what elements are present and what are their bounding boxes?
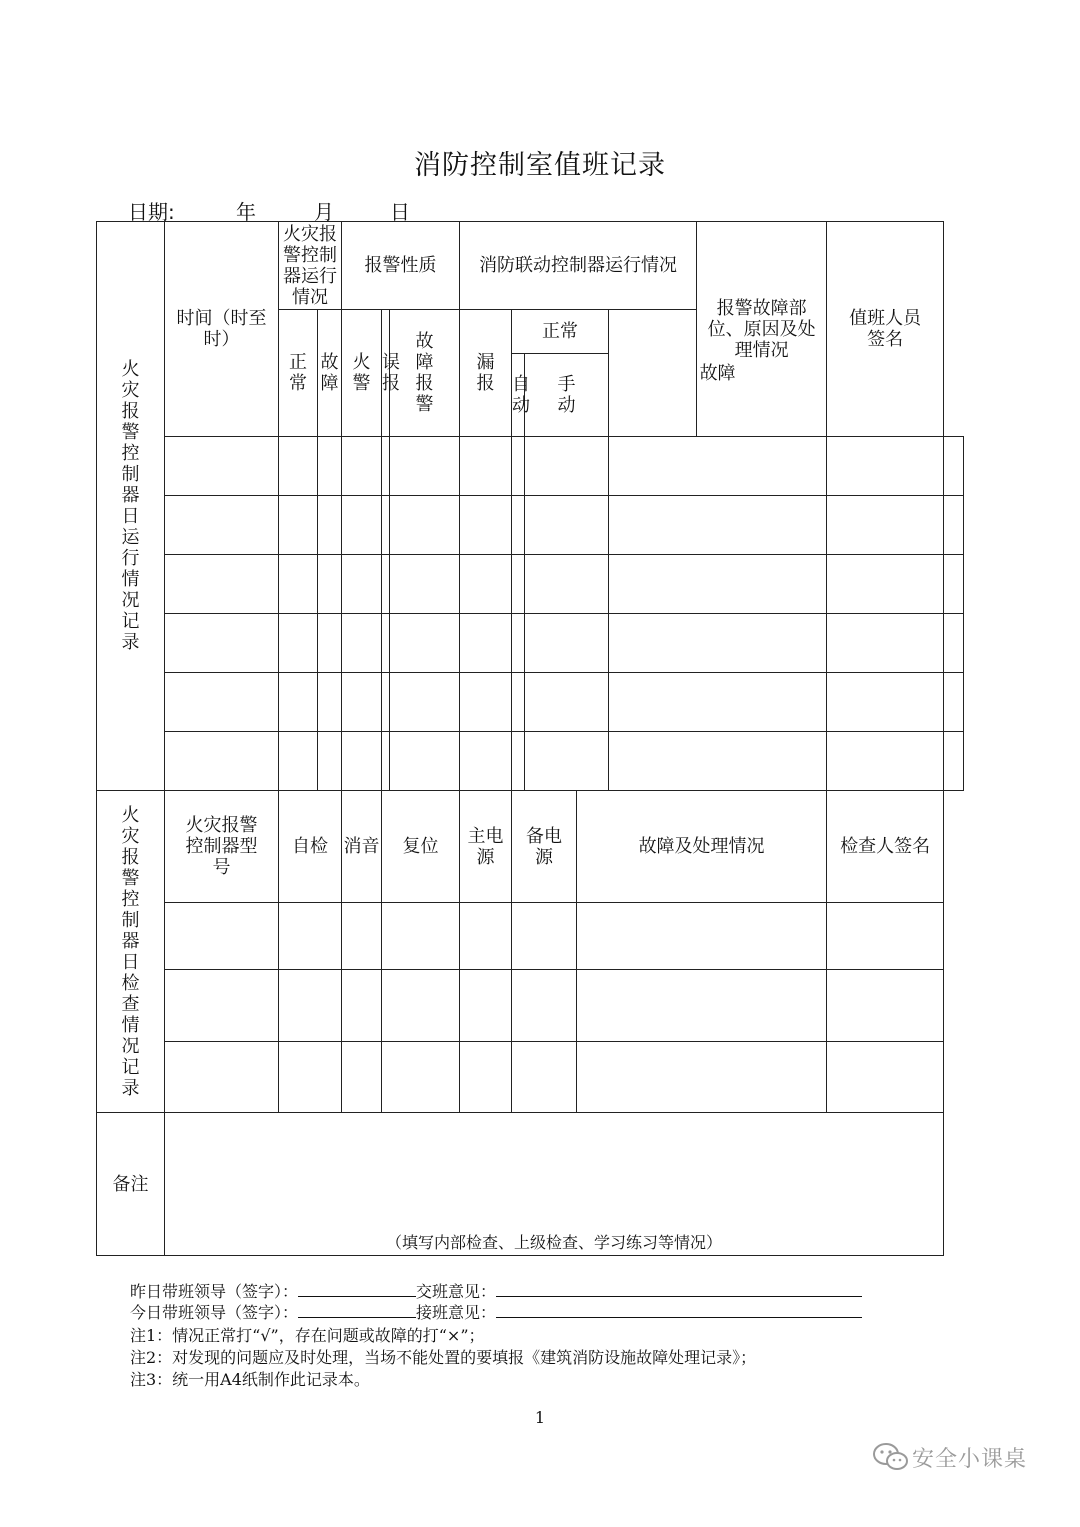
table-row <box>97 614 964 673</box>
takeover-opinion-label: 接班意见： <box>416 1303 497 1322</box>
status-normal: 正常 <box>279 310 318 437</box>
remarks-field[interactable] <box>165 1113 944 1256</box>
status-fault: 故障 <box>318 310 342 437</box>
colon-1: ： <box>282 1282 299 1301</box>
table-row <box>97 903 964 970</box>
nature-missed: 漏报 <box>460 310 512 437</box>
remarks-hint: （填写内部检查、上级检查、学习练习等情况） <box>386 1232 723 1252</box>
self-test-header: 自检 <box>279 791 342 903</box>
table-row <box>97 555 964 614</box>
nature-fault: 故障报警 <box>390 310 460 437</box>
table-row <box>97 732 964 791</box>
page-number: 1 <box>534 1408 546 1427</box>
main-power-header: 主电源 <box>460 791 512 903</box>
note-2: 注2：对发现的问题应及时处理，当场不能处置的要填报《建筑消防设施故障处理记录》； <box>130 1348 757 1367</box>
linkage-fault: 故障 <box>609 310 827 437</box>
linkage-manual: 手动 <box>525 354 609 437</box>
fault-location-header: 报警故障部位、原因及处理情况 <box>697 222 827 437</box>
model-header: 火灾报警控制器型号 <box>165 791 279 903</box>
nature-false: 误报 <box>382 310 390 437</box>
table-row <box>97 673 964 732</box>
section2-label: 火灾报警控制器日检查情况记录 <box>97 791 165 1113</box>
handover-opinion-field[interactable] <box>496 1282 862 1297</box>
duty-signature-header: 值班人员签名 <box>827 222 944 437</box>
today-leader-label: 今日带班领导（签字） <box>130 1303 283 1322</box>
time-header: 时间（时至时） <box>165 222 279 437</box>
handover-line <box>130 1279 862 1302</box>
yesterday-leader-signature-field[interactable] <box>298 1282 416 1297</box>
takeover-opinion-field[interactable] <box>496 1303 862 1318</box>
fault-handling-header: 故障及处理情况 <box>577 791 827 903</box>
remarks-label: 备注 <box>97 1113 165 1256</box>
inspector-signature-header: 检查人签名 <box>827 791 944 903</box>
duty-record-table <box>96 221 964 1256</box>
watermark <box>872 1438 1062 1478</box>
date-year: 年 <box>236 200 256 224</box>
page-title: 消防控制室值班记录 <box>414 150 666 181</box>
reset-header: 复位 <box>382 791 460 903</box>
table-row <box>97 1042 964 1113</box>
linkage-header: 消防联动控制器运行情况 <box>460 222 697 310</box>
today-leader-signature-field[interactable] <box>298 1303 416 1318</box>
table-row <box>97 970 964 1042</box>
nature-fire: 火警 <box>342 310 382 437</box>
handover-opinion-label: 交班意见： <box>416 1282 497 1301</box>
backup-power-header: 备电源 <box>512 791 577 903</box>
wechat-icon <box>872 1442 910 1472</box>
note-1: 注1：情况正常打“√”，存在问题或故障的打“×”； <box>130 1326 485 1345</box>
note-3: 注3：统一用A4纸制作此记录本。 <box>130 1370 370 1389</box>
linkage-normal: 正常 <box>512 310 609 354</box>
section1-label: 火灾报警控制器日运行情况记录 <box>97 222 165 791</box>
watermark-text: 安全小课桌 <box>912 1447 1028 1472</box>
date-label: 日期: <box>128 200 175 224</box>
yesterday-leader-label: 昨日带班领导（签字） <box>130 1282 283 1301</box>
controller-status-header: 火灾报警控制器运行情况 <box>279 222 342 310</box>
linkage-auto: 自动 <box>512 354 525 437</box>
date-line <box>128 196 528 222</box>
takeover-line <box>130 1300 862 1323</box>
table-row <box>97 496 964 555</box>
colon-2: ： <box>282 1303 299 1322</box>
date-month: 月 <box>314 200 334 224</box>
silence-header: 消音 <box>342 791 382 903</box>
date-day: 日 <box>390 200 410 224</box>
alarm-nature-header: 报警性质 <box>342 222 460 310</box>
table-row <box>97 437 964 496</box>
